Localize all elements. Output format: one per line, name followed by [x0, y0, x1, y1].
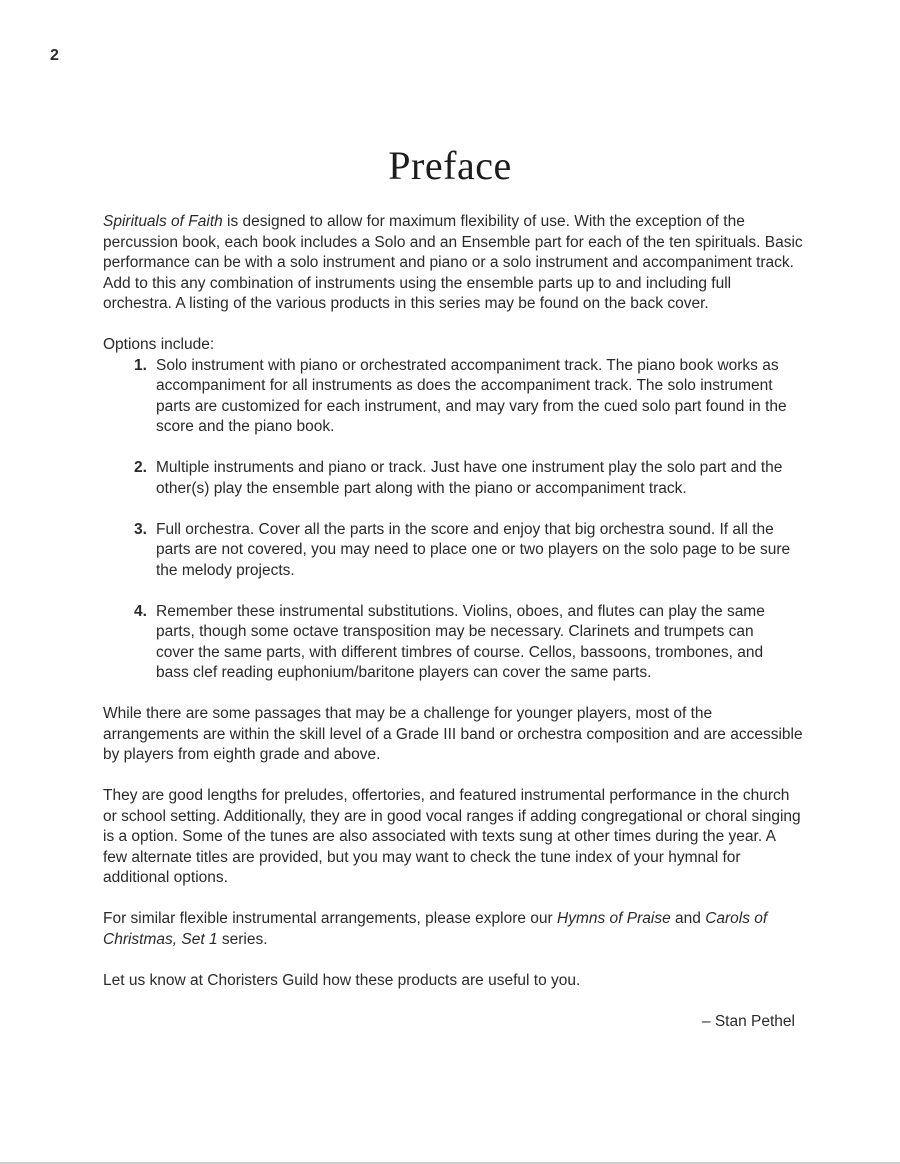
option-text: Multiple instruments and piano or track. Just have one instrument play the solo part and the other(s) play the ensemble part along with the piano or accompaniment track. — [156, 459, 783, 497]
lengths-paragraph: They are good lengths for preludes, offertories, and featured instrumental performance in the church or school setting. Additionally, they are in good vocal ranges if adding congregational or choral singing is a option. Some of the tunes are also associated with texts sung at other times during the year. A few alternate titles are provided, but you may want to check the tune index of your hymnal for additional options. — [103, 787, 801, 886]
similar-series-paragraph — [103, 909, 803, 950]
series-carols-of-christmas: Carols of Christmas, Set 1 — [103, 910, 768, 948]
option-number: 4. — [134, 602, 147, 620]
similar-prefix: For similar flexible instrumental arrangements, please explore our — [103, 910, 558, 927]
intro-text: is designed to allow for maximum flexibility of use. With the exception of the percussion book, each book includes a Solo and an Ensemble part for each of the ten spirituals. Basic performance can be with a solo instrument and piano or a solo instrument and accompaniment track. Add to this any combination of instruments using the ensemble parts up to and including full orchestra. A listing of the various products in this series may be found on the back cover. — [103, 213, 803, 312]
options-list — [103, 356, 803, 684]
preface-body — [103, 212, 803, 1032]
intro-title-italic: Spirituals of Faith — [103, 213, 223, 230]
option-number: 2. — [134, 459, 147, 476]
option-text: Remember these instrumental substitutions. Violins, oboes, and flutes can play the same parts, though some octave transposition may be necessary. Clarinets and trumpets can cover the same parts, with different timbres of course. Cellos, bassoons, trombones, and bass clef reading euphonium/baritone players can cover the same parts. — [156, 602, 765, 681]
similar-suffix: series. — [217, 930, 268, 948]
option-item — [103, 356, 803, 438]
option-item — [103, 458, 803, 499]
similar-joiner: and — [670, 910, 706, 927]
challenge-paragraph: While there are some passages that may be a challenge for younger players, most of the arrangements are within the skill level of a Grade III band or orchestra composition and are accessible by players from eighth grade and above. — [103, 705, 803, 763]
option-item — [103, 602, 803, 684]
option-number: 3. — [134, 520, 147, 538]
series-hymns-of-praise: Hymns of Praise — [557, 910, 671, 927]
option-number: 1. — [134, 356, 147, 374]
option-text: Full orchestra. Cover all the parts in the score and enjoy that big orchestra sound. If all the parts are not covered, you may need to place one or two players on the solo page to be sure the melody projects. — [156, 520, 791, 579]
closing-paragraph: Let us know at Choristers Guild how these products are useful to you. — [103, 971, 581, 989]
page-number: 2 — [50, 47, 59, 64]
page-title: Preface — [388, 143, 512, 188]
option-item — [103, 520, 803, 582]
options-intro: Options include: — [103, 336, 215, 353]
intro-paragraph — [103, 212, 803, 315]
option-text: Solo instrument with piano or orchestrated accompaniment track. The piano book works as accompaniment for all instruments as does the accompaniment track. The solo instrument parts are customized for each instrument, and may vary from the cued solo part found in the score and the piano book. — [156, 356, 787, 435]
signature: – Stan Pethel — [701, 1012, 795, 1030]
